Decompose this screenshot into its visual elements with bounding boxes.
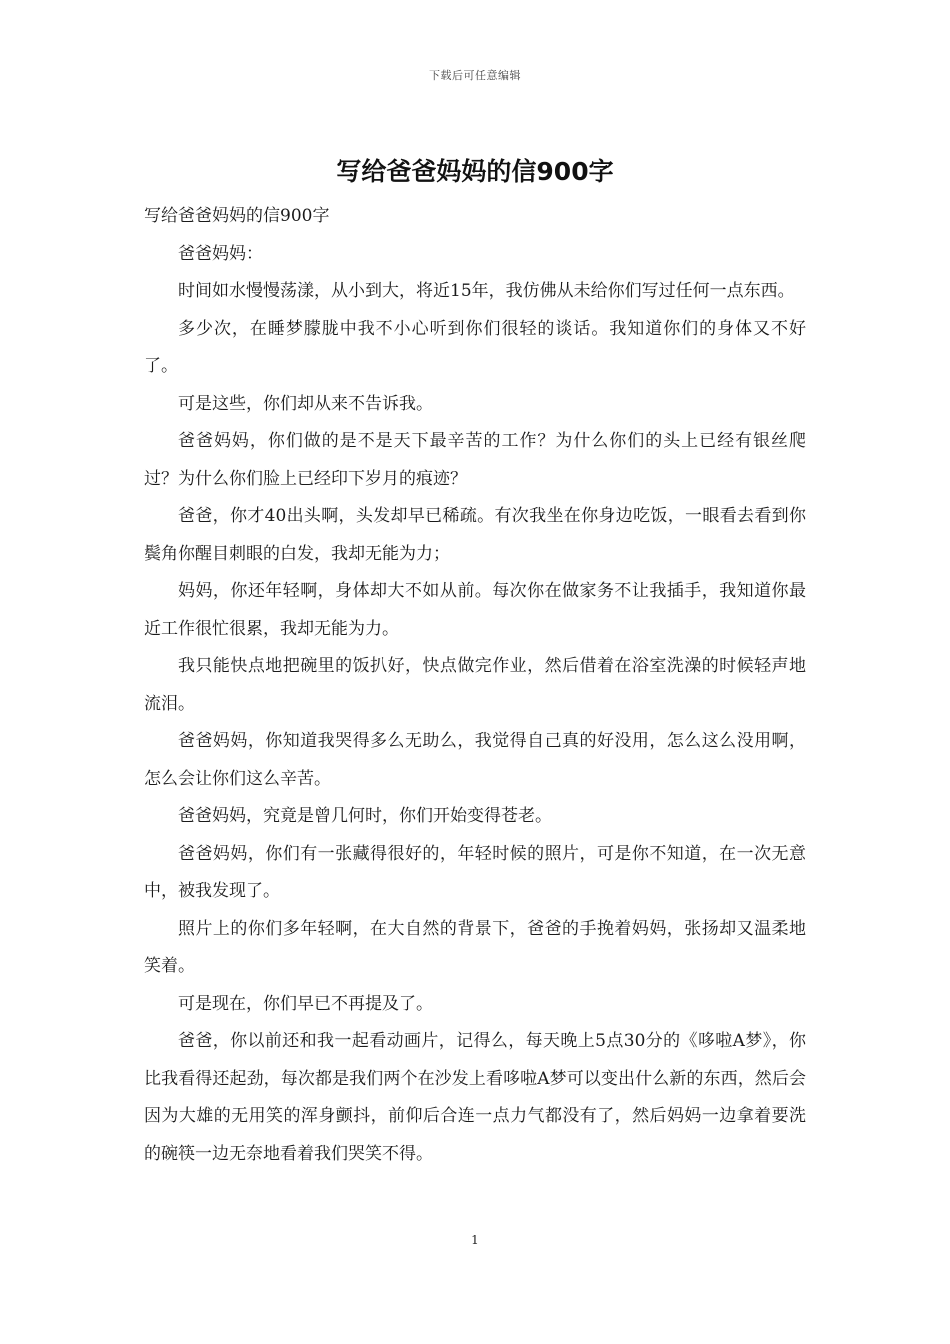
paragraph: 可是现在，你们早已不再提及了。 — [178, 993, 433, 1014]
paragraph: 爸爸妈妈，究竟是曾几何时，你们开始变得苍老。 — [178, 806, 552, 826]
paragraph: 爸爸，你以前还和我一起看动画片，记得么，每天晚上5点30分的《哆啦A梦》，你比我看得还起劲，每次都是我们两个在沙发上看哆啦A梦可以变出什么新的东西，然后会因为大雄的无用笑的浑身颤抖，前仰后合连一点力气都没有了，然后妈妈一边拿着要洗的碗筷一边无奈地看着我们哭笑不得。 — [144, 1031, 806, 1164]
paragraph: 多少次，在睡梦朦胧中我不小心听到你们很轻的谈话。我知道你们的身体又不好了。 — [144, 318, 806, 376]
document-title: 写给爸爸妈妈的信900字 — [336, 157, 614, 186]
paragraph: 爸爸，你才40出头啊，头发却早已稀疏。有次我坐在你身边吃饭，一眼看去看到你鬓角你醒目刺眼的白发，我却无能为力； — [144, 506, 806, 564]
paragraph: 妈妈，你还年轻啊，身体却大不如从前。每次你在做家务不让我插手，我知道你最近工作很忙很累，我却无能为力。 — [144, 581, 806, 639]
page-number: 1 — [471, 1233, 479, 1247]
paragraph: 爸爸妈妈： — [178, 243, 263, 264]
document-subtitle: 写给爸爸妈妈的信900字 — [144, 206, 330, 226]
paragraph: 可是这些，你们却从来不告诉我。 — [178, 393, 433, 414]
paragraph: 爸爸妈妈，你们做的是不是天下最辛苦的工作？为什么你们的头上已经有银丝爬过？为什么你们脸上已经印下岁月的痕迹？ — [144, 431, 806, 489]
paragraph: 照片上的你们多年轻啊，在大自然的背景下，爸爸的手挽着妈妈，张扬却又温柔地笑着。 — [144, 918, 806, 976]
paragraph: 爸爸妈妈，你们有一张藏得很好的，年轻时候的照片，可是你不知道，在一次无意中，被我发现了。 — [144, 843, 806, 901]
paragraph: 我只能快点地把碗里的饭扒好，快点做完作业，然后借着在浴室洗澡的时候轻声地流泪。 — [144, 656, 806, 714]
paragraph: 爸爸妈妈，你知道我哭得多么无助么，我觉得自己真的好没用，怎么这么没用啊，怎么会让你们这么辛苦。 — [144, 731, 806, 789]
page-header: 下载后可任意编辑 — [429, 69, 521, 82]
paragraph: 时间如水慢慢荡漾，从小到大，将近15年，我仿佛从未给你们写过任何一点东西。 — [178, 281, 795, 301]
document-body — [144, 198, 806, 1173]
